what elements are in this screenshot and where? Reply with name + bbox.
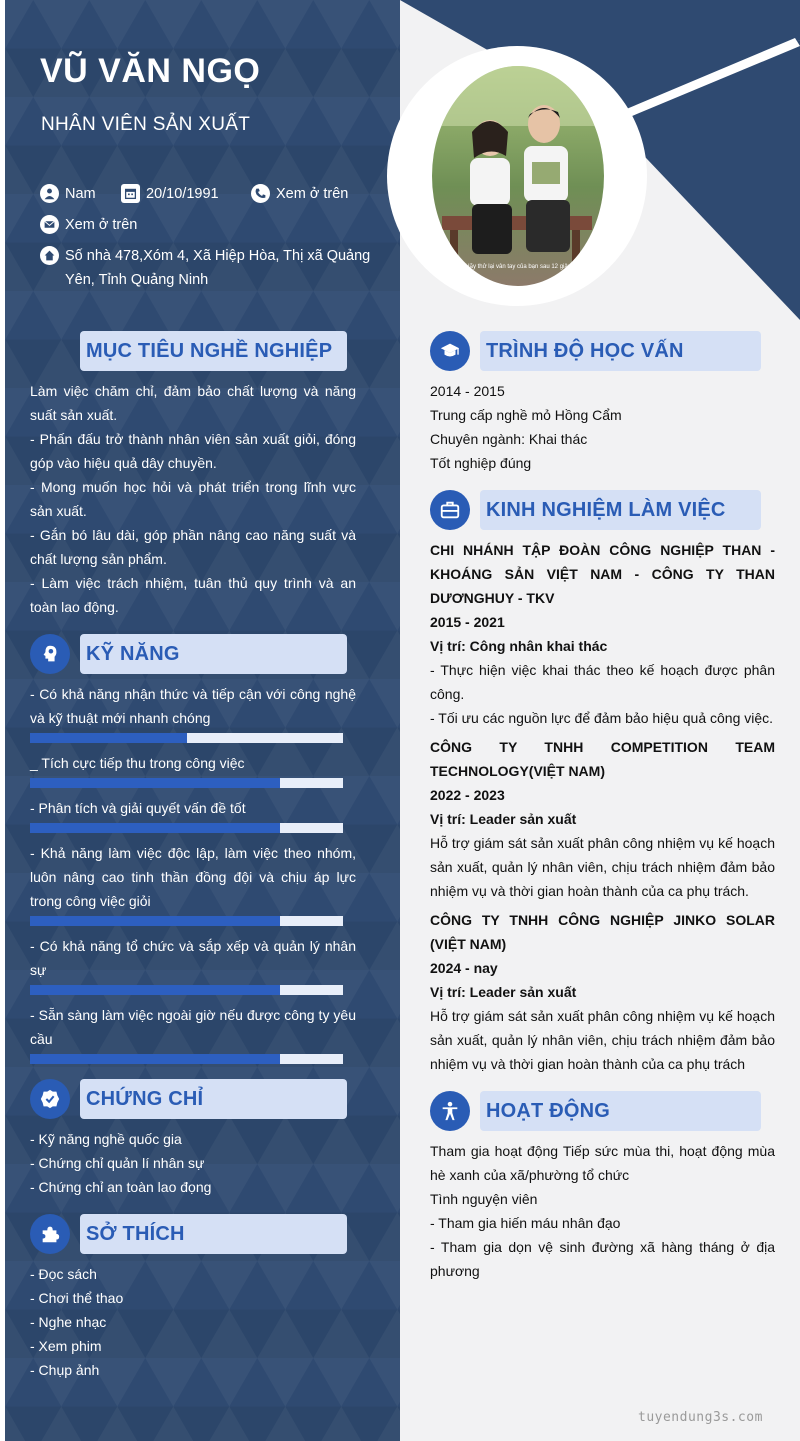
skill-bar [30,916,343,926]
skill-level-fill [30,823,280,833]
gender-row [40,182,96,206]
job-period: 2024 - nay [430,960,498,976]
experience-job [430,735,775,903]
hobby-item: - Xem phim [30,1338,102,1354]
certificate-item: - Kỹ năng nghề quốc gia [30,1131,182,1147]
skill-item: - Sẵn sàng làm việc ngoài giờ nếu được công ty yêu cầu [30,1007,356,1047]
skill-level-fill [30,1054,280,1064]
experience-heading [480,490,761,530]
email-icon [40,215,59,234]
objective-heading [80,331,347,371]
skill-item: - Khả năng làm việc độc lập, làm việc theo nhóm, luôn nâng cao tinh thần đồng đội và chịu áp lực trong công việc giỏi [30,845,356,909]
job-position: Vị trí: Công nhân khai thác [430,638,608,654]
skill-level-fill [30,733,187,743]
objective-line: - Phấn đấu trở thành nhân viên sản xuất giỏi, đóng góp vào hiệu quả dây chuyền. [30,431,356,471]
education-list [430,379,775,475]
job-position: Vị trí: Leader sản xuất [430,811,577,827]
hobby-item: - Chụp ảnh [30,1362,100,1378]
job-company: CÔNG TY TNHH CÔNG NGHIỆP JINKO SOLAR (VIỆT NAM) [430,912,775,952]
job-period: 2015 - 2021 [430,614,505,630]
experience-title: KINH NGHIỆM LÀM VIỆC [486,498,726,521]
job-description: Hỗ trợ giám sát sản xuất phân công nhiệm vụ kế hoạch sản xuất, quản lý nhân viên, chịu trách nhiệm đảm bảo nhiệm vụ và thời gian hoàn thành của ca phụ trách [430,1008,775,1072]
education-title: TRÌNH ĐỘ HỌC VẤN [486,339,684,362]
activities-heading [480,1091,761,1131]
certificates-list [30,1127,356,1199]
education-line: Tốt nghiệp đúng [430,455,532,471]
certificate-item: - Chứng chỉ quản lí nhân sự [30,1155,205,1171]
gender-value: Nam [65,186,96,202]
experience-job [430,538,775,730]
skill-item: _ Tích cực tiếp thu trong công việc [30,755,245,771]
education-line: 2014 - 2015 [430,383,505,399]
job-period: 2022 - 2023 [430,787,505,803]
skill-bar [30,1054,343,1064]
job-company: CHI NHÁNH TẬP ĐOÀN CÔNG NGHIỆP THAN - KHOÁNG SẢN VIỆT NAM - CÔNG TY THAN DƯƠNGHUY - TKV [430,542,775,606]
skill-item: - Có khả năng nhận thức và tiếp cận với công nghệ và kỹ thuật mới nhanh chóng [30,686,356,726]
phone-row [251,182,348,206]
hobbies-title: SỞ THÍCH [86,1222,185,1245]
email-row [40,213,137,237]
skills-heading [80,634,347,674]
skill-bar [30,985,343,995]
certificates-title: CHỨNG CHỈ [86,1087,204,1110]
experience-job [430,908,775,1076]
certificate-item: - Chứng chỉ an toàn lao đọng [30,1179,212,1195]
education-heading [480,331,761,371]
profile-photo [432,66,604,286]
job-description: - Tối ưu các nguồn lực để đảm bảo hiệu quả công việc. [430,710,774,726]
objective-line: - Gắn bó lâu dài, góp phần nâng cao năng suất và chất lượng sản phẩm. [30,527,356,567]
photo-caption: Hãy thử lại vân tay của bạn sau 12 giây [465,264,571,270]
badge-check-icon [30,1079,70,1119]
user-icon [40,184,59,203]
job-company: CÔNG TY TNHH COMPETITION TEAM TECHNOLOGY(VIỆT NAM) [430,739,775,779]
education-line: Trung cấp nghề mỏ Hồng Cẩm [430,407,622,423]
briefcase-icon [430,490,470,530]
skill-bar [30,823,343,833]
site-watermark: tuyendung3s.com [638,1410,763,1425]
skill-level-fill [30,916,280,926]
skill-bar [30,778,343,788]
home-icon [40,246,59,265]
candidate-job-title: NHÂN VIÊN SẢN XUẤT [41,114,251,135]
person-activity-icon [430,1091,470,1131]
phone-icon [251,184,270,203]
hobby-item: - Nghe nhạc [30,1314,107,1330]
activity-line: Tình nguyện viên [430,1191,538,1207]
activities-title: HOẠT ĐỘNG [486,1099,611,1122]
phone-value: Xem ở trên [276,186,349,202]
skill-level-fill [30,985,280,995]
skill-item: - Phân tích và giải quyết vấn đề tốt [30,800,246,816]
hobbies-list [30,1262,356,1382]
job-position: Vị trí: Leader sản xuất [430,984,577,1000]
objective-line: Làm việc chăm chỉ, đảm bảo chất lượng và năng suất sản xuất. [30,383,356,423]
job-description: - Thực hiện việc khai thác theo kế hoạch được phân công. [430,662,775,702]
email-value: Xem ở trên [65,217,138,233]
objective-text [30,379,356,619]
skill-bar [30,733,343,743]
skills-title: KỸ NĂNG [86,642,180,665]
job-description: Hỗ trợ giám sát sản xuất phân công nhiệm vụ kế hoạch sản xuất, quản lý nhân viên, chịu trách nhiệm đảm bảo nhiệm vụ và thời gian hoàn thành của ca phụ trách. [430,835,775,899]
hobbies-heading [80,1214,347,1254]
address-value: Số nhà 478,Xóm 4, Xã Hiệp Hòa, Thị xã Quảng Yên, Tỉnh Quảng Ninh [65,248,371,288]
birthdate-row [121,182,219,206]
objective-line: - Làm việc trách nhiệm, tuân thủ quy trình và an toàn lao động. [30,575,356,615]
skill-item: - Có khả năng tổ chức và sắp xếp và quản lý nhân sự [30,938,356,978]
hobby-item: - Chơi thể thao [30,1290,124,1306]
education-line: Chuyên ngành: Khai thác [430,431,588,447]
activities-list [430,1139,775,1283]
candidate-name: VŨ VĂN NGỌ [40,52,261,90]
calendar-icon [121,184,140,203]
puzzle-icon [30,1214,70,1254]
objective-line: - Mong muốn học hỏi và phát triển trong lĩnh vực sản xuất. [30,479,356,519]
graduation-cap-icon [430,331,470,371]
objective-title: MỤC TIÊU NGHỀ NGHIỆP [86,339,333,362]
birthdate-value: 20/10/1991 [146,186,219,202]
activity-line: - Tham gia dọn vệ sinh đường xã hàng tháng ở địa phương [430,1239,775,1279]
lightbulb-head-icon [30,634,70,674]
certificates-heading [80,1079,347,1119]
skill-level-fill [30,778,280,788]
activity-line: Tham gia hoạt động Tiếp sức mùa thi, hoạt động mùa hè xanh của xã/phường tổ chức [430,1143,775,1183]
hobby-item: - Đọc sách [30,1266,97,1282]
activity-line: - Tham gia hiến máu nhân đạo [430,1215,621,1231]
address-row [40,244,385,292]
